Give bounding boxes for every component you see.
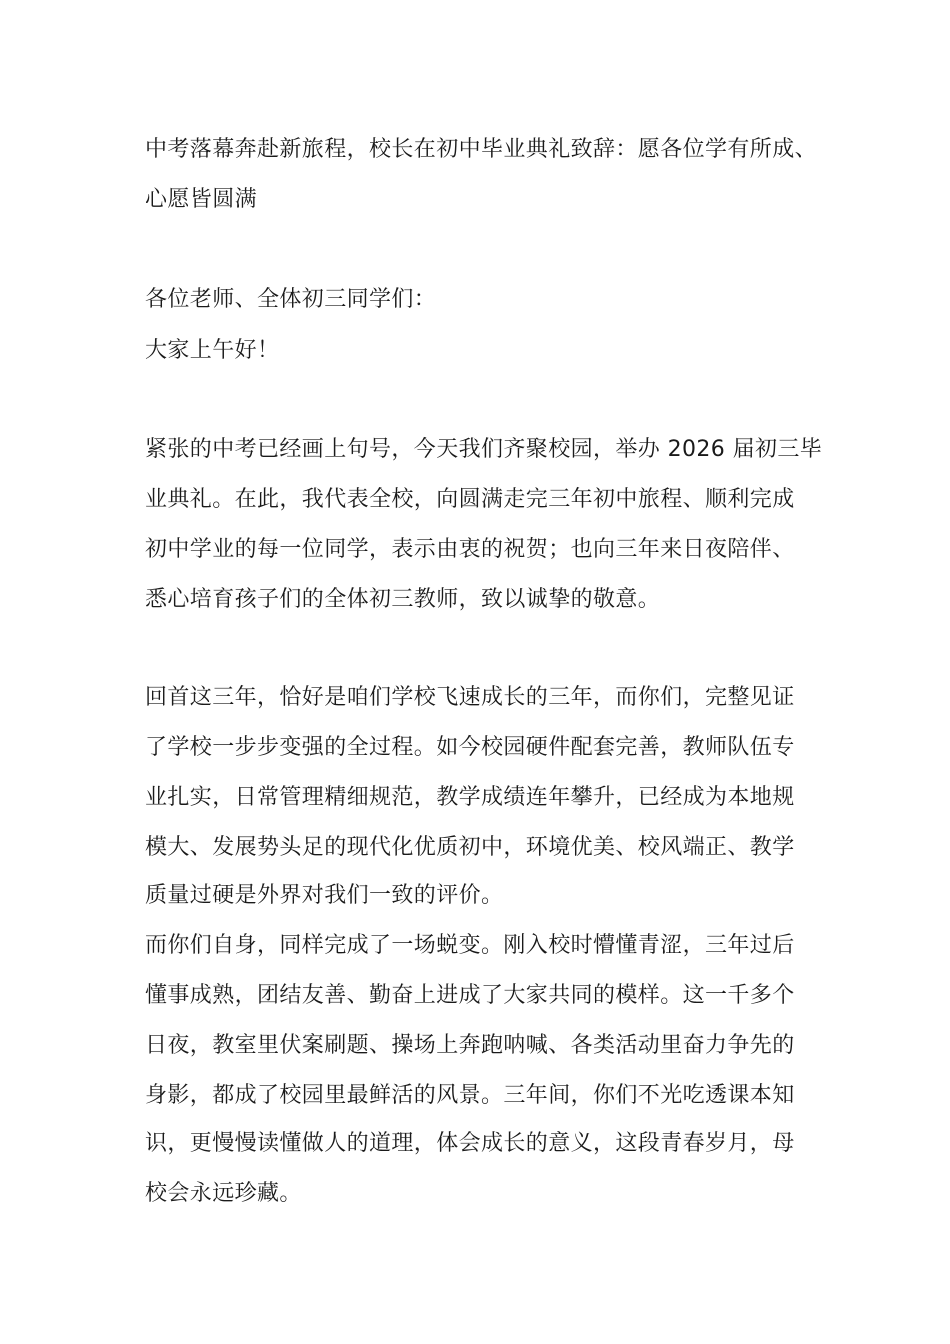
title-line-1: 中考落幕奔赴新旅程，校长在初中毕业典礼致辞：愿各位学有所成、	[145, 137, 818, 162]
paragraph-2-line-3: 业扎实，日常管理精细规范，教学成绩连年攀升，已经成为本地规	[145, 785, 795, 810]
paragraph-1-line-3: 初中学业的每一位同学，表示由衷的祝贺；也向三年来日夜陪伴、	[145, 537, 795, 562]
paragraph-1-line-4: 悉心培育孩子们的全体初三教师，致以诚挚的敬意。	[145, 587, 661, 612]
paragraph-2-line-4: 模大、发展势头足的现代化优质初中，环境优美、校风端正、教学	[145, 835, 795, 860]
greeting: 大家上午好！	[145, 338, 280, 363]
paragraph-2-line-5: 质量过硬是外界对我们一致的评价。	[145, 883, 504, 908]
paragraph-1-line-1: 紧张的中考已经画上句号，今天我们齐聚校园，举办 2026 届初三毕	[145, 437, 823, 462]
paragraph-3-line-4: 身影，都成了校园里最鲜活的风景。三年间，你们不光吃透课本知	[145, 1083, 795, 1108]
paragraph-3-line-5: 识，更慢慢读懂做人的道理，体会成长的意义，这段青春岁月，母	[145, 1131, 795, 1156]
title-line-2: 心愿皆圆满	[145, 187, 258, 212]
paragraph-3-line-2: 懂事成熟，团结友善、勤奋上进成了大家共同的模样。这一千多个	[145, 983, 795, 1008]
paragraph-3-line-1: 而你们自身，同样完成了一场蜕变。刚入校时懵懂青涩，三年过后	[145, 933, 795, 958]
paragraph-3-line-3: 日夜，教室里伏案刷题、操场上奔跑呐喊、各类活动里奋力争先的	[145, 1033, 795, 1058]
paragraph-2-line-2: 了学校一步步变强的全过程。如今校园硬件配套完善，教师队伍专	[145, 735, 795, 760]
paragraph-2-line-1: 回首这三年，恰好是咱们学校飞速成长的三年，而你们，完整见证	[145, 685, 795, 710]
paragraph-1-line-2: 业典礼。在此，我代表全校，向圆满走完三年初中旅程、顺利完成	[145, 487, 795, 512]
salutation: 各位老师、全体初三同学们：	[145, 287, 437, 312]
paragraph-3-line-6: 校会永远珍藏。	[145, 1181, 302, 1206]
